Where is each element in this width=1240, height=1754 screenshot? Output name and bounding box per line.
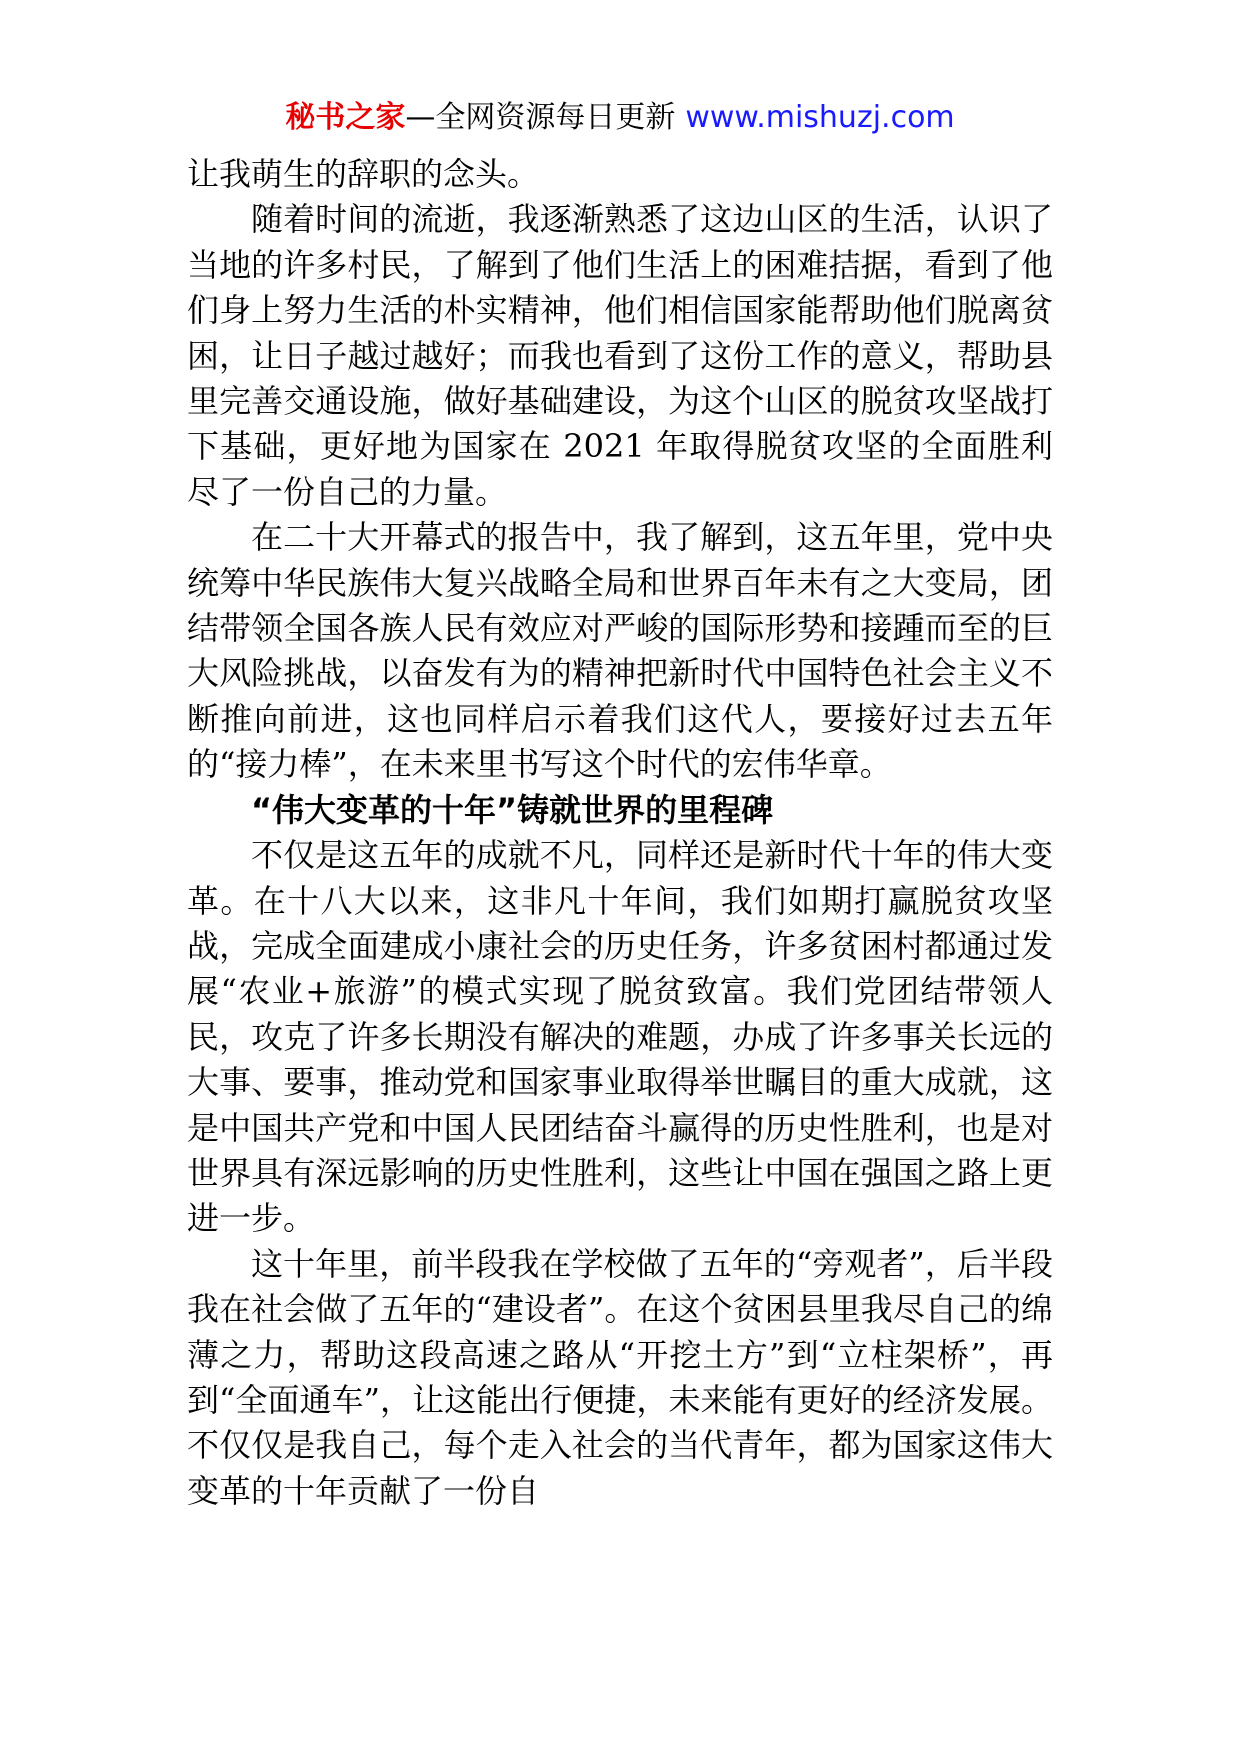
paragraph-3: 在二十大开幕式的报告中，我了解到，这五年里，党中央统筹中华民族伟大复兴战略全局和世界百年未有之大变局，团结带领全国各族人民有效应对严峻的国际形势和接踵而至的巨大风险挑战，以奋发有为的精神把新时代中国特色社会主义不断推向前进，这也同样启示着我们这代人，要接好过去五年的“接力棒”，在未来里书写这个时代的宏伟华章。 bbox=[187, 518, 1053, 784]
site-brand: 秘书之家 bbox=[285, 100, 406, 135]
paragraph-4: 不仅是这五年的成就不凡，同样还是新时代十年的伟大变革。在十八大以来，这非凡十年间，我们如期打赢脱贫攻坚战，完成全面建成小康社会的历史任务，许多贫困村都通过发展“农业+旅游”的模式实现了脱贫致富。我们党团结带领人民，攻克了许多长期没有解决的难题，办成了许多事关长远的大事、要事，推动党和国家事业取得举世瞩目的重大成就，这是中国共产党和中国人民团结奋斗赢得的历史性胜利，也是对世界具有深远影响的历史性胜利，这些让中国在强国之路上更进一步。 bbox=[187, 836, 1053, 1238]
site-slogan: —全网资源每日更新 bbox=[405, 100, 676, 135]
section-heading: “伟大变革的十年”铸就世界的里程碑 bbox=[251, 790, 774, 829]
document-body bbox=[187, 152, 1053, 1514]
paragraph-2: 随着时间的流逝，我逐渐熟悉了这边山区的生活，认识了当地的许多村民，了解到了他们生活上的困难拮据，看到了他们身上努力生活的朴实精神，他们相信国家能帮助他们脱离贫困，让日子越过越好；而我也看到了这份工作的意义，帮助县里完善交通设施，做好基础建设，为这个山区的脱贫攻坚战打下基础，更好地为国家在 2021 年取得脱贫攻坚的全面胜利尽了一份自己的力量。 bbox=[187, 200, 1053, 511]
paragraph-1: 让我萌生的辞职的念头。 bbox=[187, 155, 540, 193]
paragraph-5: 这十年里，前半段我在学校做了五年的“旁观者”，后半段我在社会做了五年的“建设者”。在这个贫困县里我尽自己的绵薄之力，帮助这段高速之路从“开挖土方”到“立柱架桥”，再到“全面通车”，让这能出行便捷，未来能有更好的经济发展。不仅仅是我自己，每个走入社会的当代青年，都为国家这伟大变革的十年贡献了一份自 bbox=[187, 1244, 1053, 1510]
site-url-link[interactable]: www.mishuzj.com bbox=[685, 100, 955, 135]
site-header bbox=[0, 98, 1240, 138]
